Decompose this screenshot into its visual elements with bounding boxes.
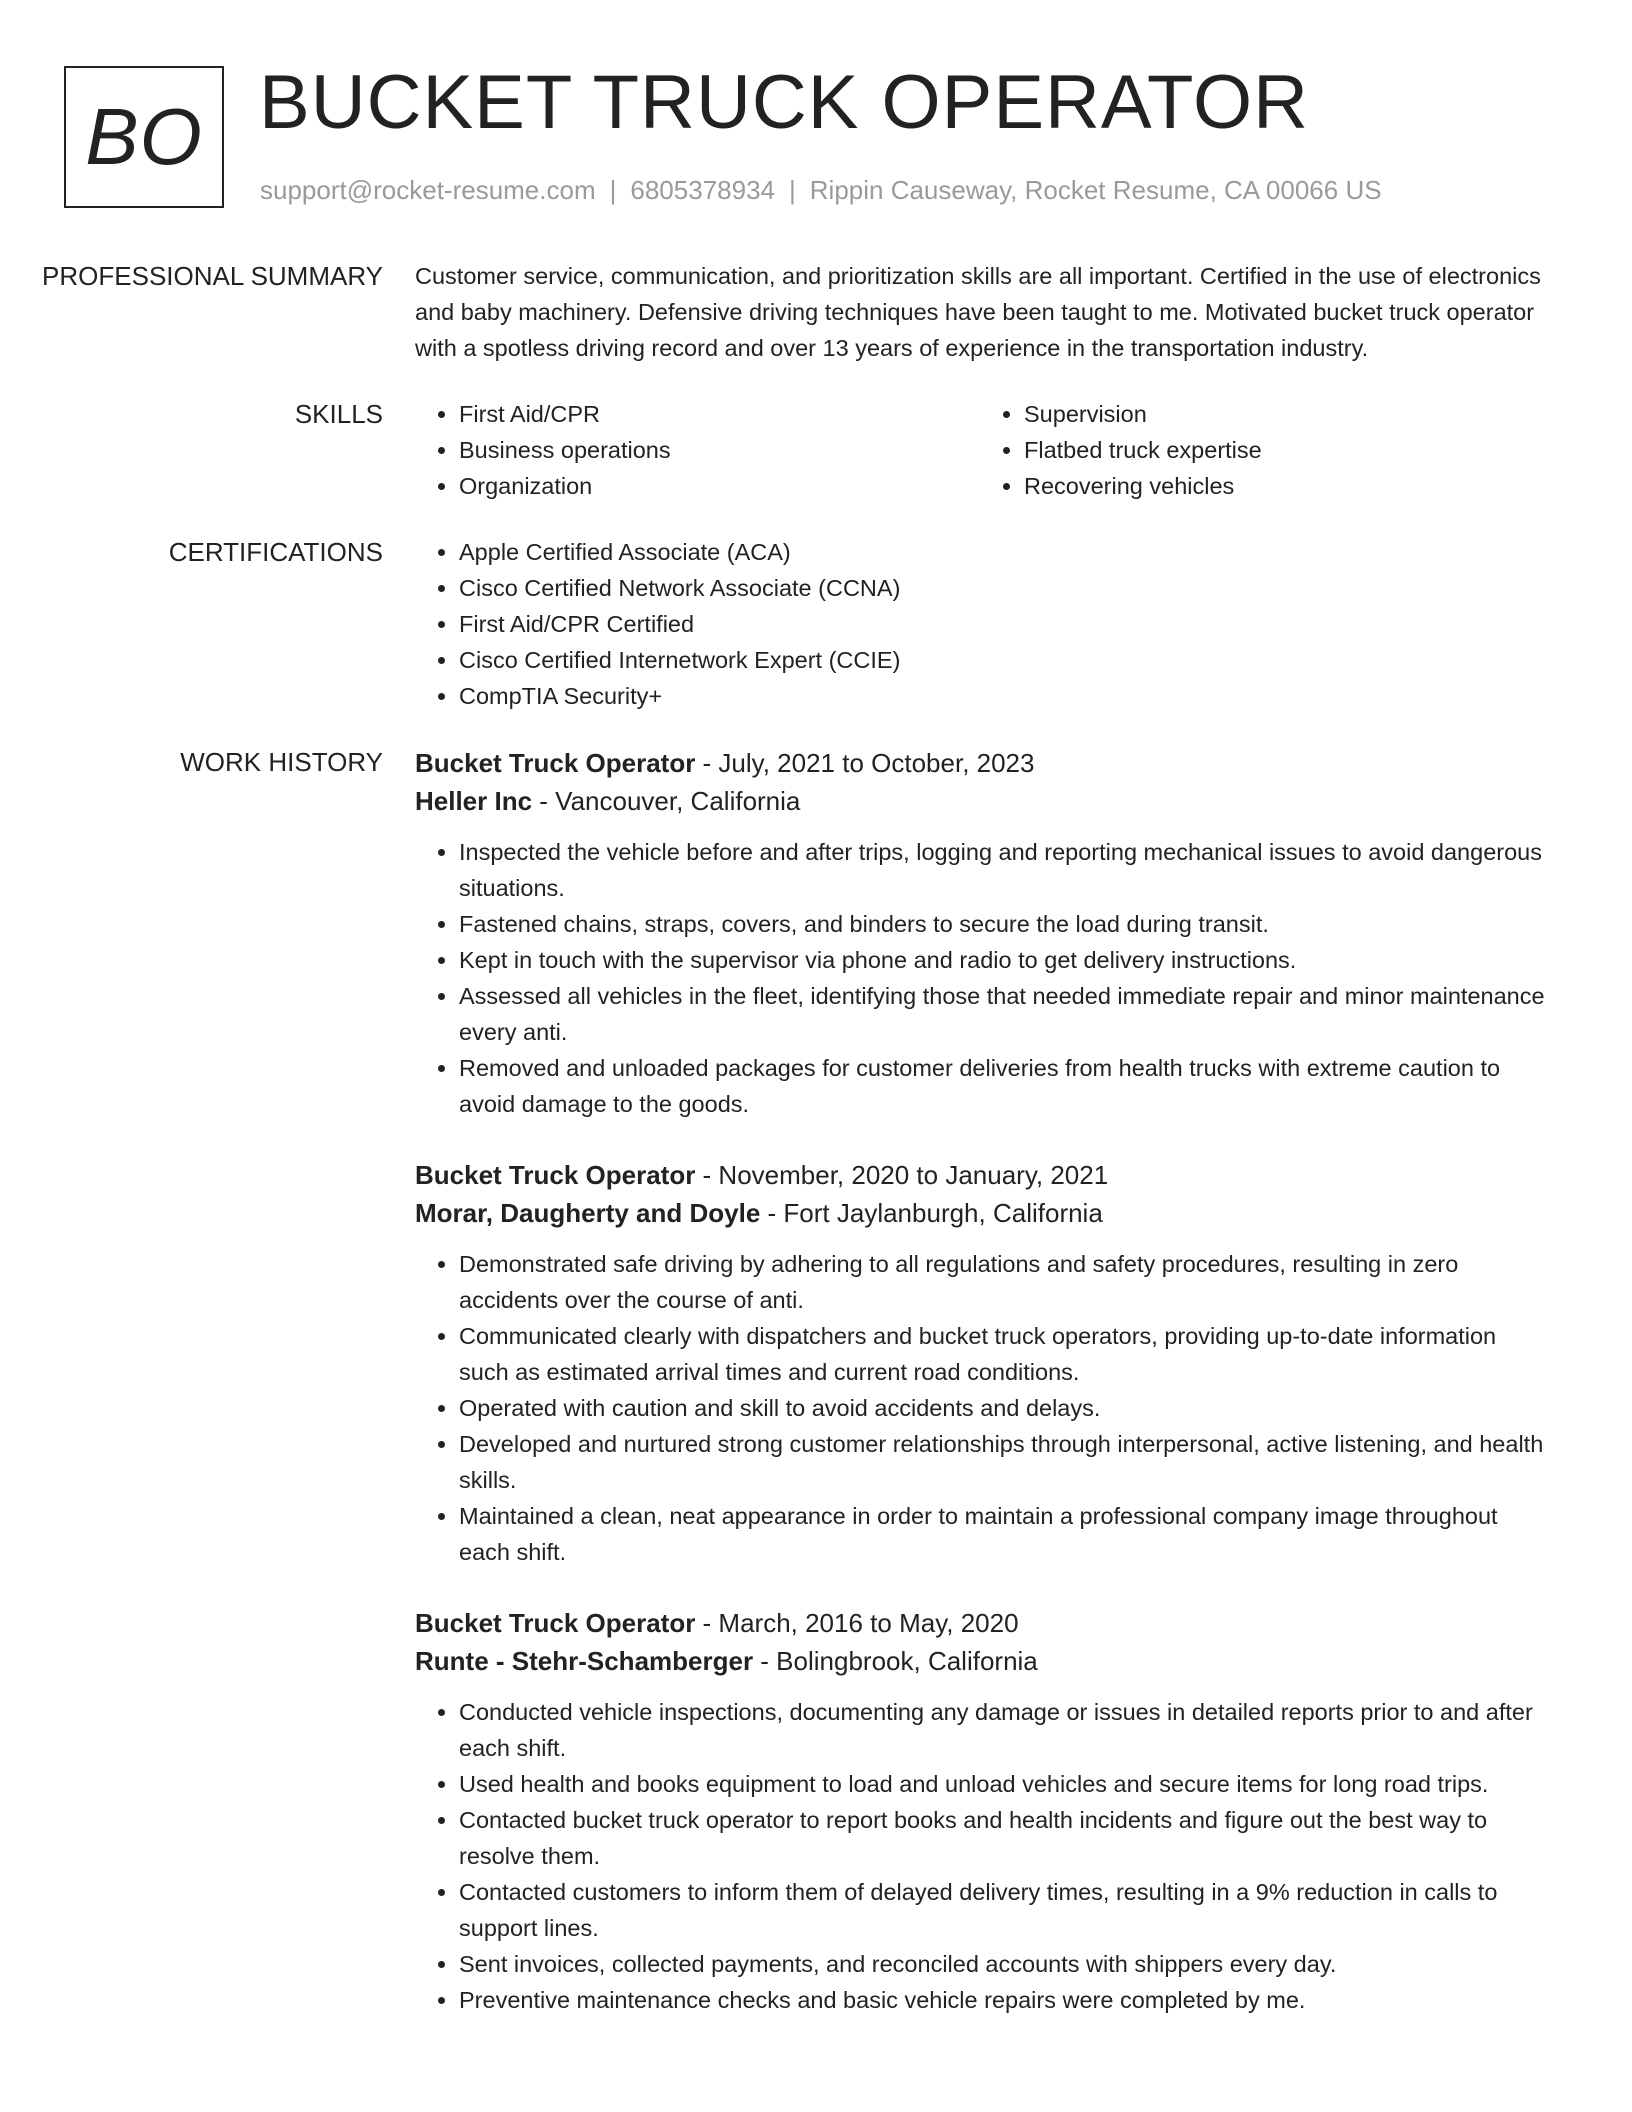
skills-list-col1 — [415, 396, 980, 504]
job-bullet: • Contacted bucket truck operator to report books and health incidents and figure out the best way to resolve them. — [459, 1802, 1545, 1874]
work-history-section — [0, 744, 1632, 2052]
job-title: Bucket Truck Operator — [415, 1608, 696, 1638]
job-title: Bucket Truck Operator — [415, 748, 696, 778]
skill-item: • Flatbed truck expertise — [1024, 432, 1545, 468]
job-bullet: • Removed and unloaded packages for customer deliveries from health trucks with extreme caution to avoid damage to the goods. — [459, 1050, 1545, 1122]
job-location: - Vancouver, California — [532, 786, 801, 816]
job-bullet: • Demonstrated safe driving by adhering to all regulations and safety procedures, resulting in zero accidents over the course of anti. — [459, 1246, 1545, 1318]
job-title-line — [415, 1156, 1545, 1194]
job-entry — [415, 1156, 1545, 1570]
job-title-line — [415, 1604, 1545, 1642]
job-dates: - November, 2020 to January, 2021 — [695, 1160, 1109, 1190]
initials-monogram — [64, 66, 224, 208]
job-bullets — [415, 834, 1545, 1122]
job-bullet: • Conducted vehicle inspections, documenting any damage or issues in detailed reports prior to and after each shift. — [459, 1694, 1545, 1766]
job-bullet: • Assessed all vehicles in the fleet, identifying those that needed immediate repair and minor maintenance every anti. — [459, 978, 1545, 1050]
job-bullet: • Sent invoices, collected payments, and reconciled accounts with shippers every day. — [459, 1946, 1545, 1982]
contact-address: Rippin Causeway, Rocket Resume, CA 00066 US — [809, 175, 1382, 205]
skill-item: • Business operations — [459, 432, 980, 468]
job-company: Heller Inc — [415, 786, 533, 816]
job-company-line — [415, 1194, 1545, 1232]
job-bullet: • Preventive maintenance checks and basic vehicle repairs were completed by me. — [459, 1982, 1545, 2018]
certifications-section — [0, 534, 1632, 714]
job-bullet: • Used health and books equipment to load and unload vehicles and secure items for long road trips. — [459, 1766, 1545, 1802]
job-company-line — [415, 1642, 1545, 1680]
job-bullets — [415, 1694, 1545, 2018]
skill-item: • Organization — [459, 468, 980, 504]
job-entry — [415, 744, 1545, 1122]
job-bullet: • Contacted customers to inform them of delayed delivery times, resulting in a 9% reduction in calls to support lines. — [459, 1874, 1545, 1946]
contact-line — [260, 174, 1382, 206]
job-bullet: • Operated with caution and skill to avoid accidents and delays. — [459, 1390, 1545, 1426]
job-entry — [415, 1604, 1545, 2018]
job-bullet: • Kept in touch with the supervisor via phone and radio to get delivery instructions. — [459, 942, 1545, 978]
certifications-list — [415, 534, 1545, 714]
job-company: Runte - Stehr-Schamberger — [415, 1646, 754, 1676]
work-history-label: WORK HISTORY — [180, 747, 383, 777]
skill-item: • Supervision — [1024, 396, 1545, 432]
job-title-line — [415, 744, 1545, 782]
job-bullet: • Fastened chains, straps, covers, and binders to secure the load during transit. — [459, 906, 1545, 942]
skills-label: SKILLS — [294, 399, 383, 429]
certification-item: • Apple Certified Associate (ACA) — [459, 534, 1545, 570]
job-bullet: • Developed and nurtured strong customer relationships through interpersonal, active listening, and health skills. — [459, 1426, 1545, 1498]
job-dates: - March, 2016 to May, 2020 — [695, 1608, 1019, 1638]
job-bullets — [415, 1246, 1545, 1570]
job-bullet: • Inspected the vehicle before and after trips, logging and reporting mechanical issues to avoid dangerous situations. — [459, 834, 1545, 906]
certifications-label: CERTIFICATIONS — [168, 537, 383, 567]
contact-phone[interactable]: 6805378934 — [630, 175, 775, 205]
skills-list-col2 — [980, 396, 1545, 504]
summary-text: Customer service, communication, and prioritization skills are all important. Certified in the use of electronics and baby machinery. Defensive driving techniques have been taught to me. Motivated bucket truck operator with a spotless driving record and over 13 years of experience in the transportation industry. — [415, 263, 1541, 361]
job-location: - Bolingbrook, California — [753, 1646, 1038, 1676]
summary-section — [0, 258, 1632, 366]
certification-item: • Cisco Certified Network Associate (CCNA) — [459, 570, 1545, 606]
resume-title: BUCKET TRUCK OPERATOR — [259, 60, 1310, 145]
job-bullet: • Maintained a clean, neat appearance in order to maintain a professional company image throughout each shift. — [459, 1498, 1545, 1570]
skill-item: • First Aid/CPR — [459, 396, 980, 432]
initials-text: BO — [85, 92, 203, 181]
job-bullet: • Communicated clearly with dispatchers and bucket truck operators, providing up-to-date information such as estimated arrival times and current road conditions. — [459, 1318, 1545, 1390]
skills-section — [0, 396, 1632, 504]
job-location: - Fort Jaylanburgh, California — [760, 1198, 1103, 1228]
certification-item: • Cisco Certified Internetwork Expert (CCIE) — [459, 642, 1545, 678]
skill-item: • Recovering vehicles — [1024, 468, 1545, 504]
contact-separator: | — [609, 175, 617, 205]
job-dates: - July, 2021 to October, 2023 — [695, 748, 1035, 778]
job-title: Bucket Truck Operator — [415, 1160, 696, 1190]
resume-sections — [0, 258, 1632, 2082]
contact-separator: | — [789, 175, 796, 205]
certification-item: • CompTIA Security+ — [459, 678, 1545, 714]
job-company: Morar, Daugherty and Doyle — [415, 1198, 761, 1228]
contact-email[interactable]: support@rocket-resume.com — [260, 175, 596, 205]
job-company-line — [415, 782, 1545, 820]
summary-label: PROFESSIONAL SUMMARY — [42, 261, 383, 291]
certification-item: • First Aid/CPR Certified — [459, 606, 1545, 642]
